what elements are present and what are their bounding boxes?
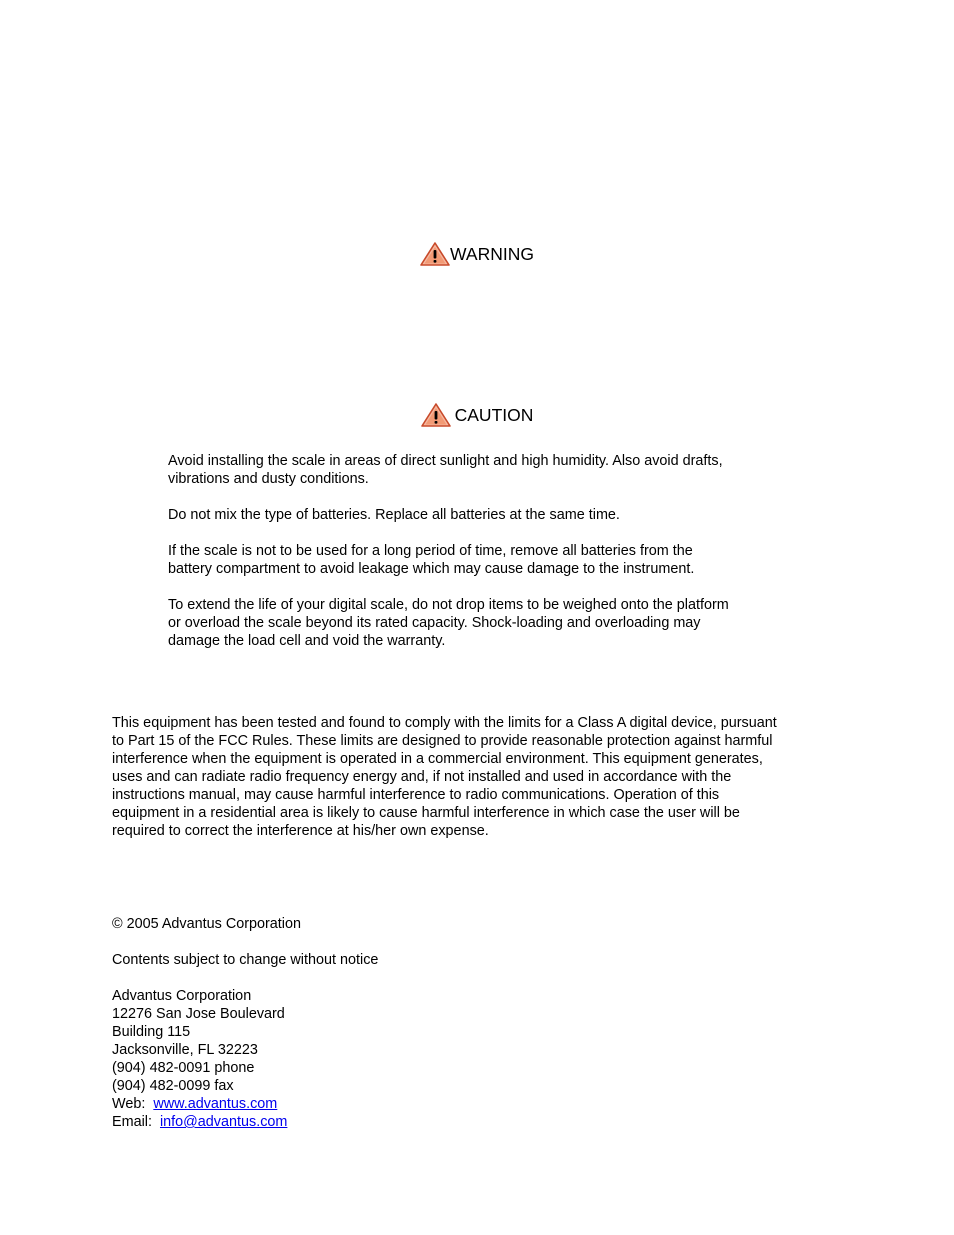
company-name: Advantus Corporation: [112, 988, 252, 1004]
web-line: [112, 1095, 612, 1113]
caution-label: CAUTION: [454, 405, 534, 425]
web-label: Web:: [112, 1096, 146, 1112]
email-link[interactable]: info@advantus.com: [159, 1114, 288, 1130]
caution-paragraph: To extend the life of your digital scale, do not drop items to be weighed onto the platform or overload the scale beyond its rated capacity. Shock-loading and overloading may damage the load cell and void the warranty.: [168, 597, 729, 649]
change-notice: Contents subject to change without notice: [112, 952, 379, 968]
city-state-zip: Jacksonville, FL 32223: [112, 1042, 258, 1058]
street-address: 12276 San Jose Boulevard: [112, 1006, 285, 1022]
phone-number: (904) 482-0091 phone: [112, 1060, 255, 1076]
warning-triangle-icon: [421, 403, 451, 427]
address-block: [112, 987, 612, 1131]
caution-instructions: [168, 452, 808, 668]
building: Building 115: [112, 1024, 191, 1040]
copyright: © 2005 Advantus Corporation: [112, 916, 302, 932]
warning-label: WARNING: [450, 244, 534, 264]
caution-paragraph: Do not mix the type of batteries. Replace all batteries at the same time.: [168, 507, 620, 523]
email-line: [112, 1113, 612, 1131]
caution-paragraph: Avoid installing the scale in areas of direct sunlight and high humidity. Also avoid drafts, vibrations and dusty conditions.: [168, 453, 723, 487]
caution-heading: [0, 403, 954, 427]
caution-paragraph: If the scale is not to be used for a long period of time, remove all batteries from the battery compartment to avoid leakage which may cause damage to the instrument.: [168, 543, 695, 577]
fax-number: (904) 482-0099 fax: [112, 1078, 234, 1094]
email-label: Email:: [112, 1114, 152, 1130]
fcc-statement: This equipment has been tested and found to comply with the limits for a Class A digital device, pursuant to Part 15 of the FCC Rules. These limits are designed to provide reasonable protection against harmful interference when the equipment is operated in a commercial environment. This equipment generates, uses and can radiate radio frequency energy and, if not installed and used in accordance with the instructions manual, may cause harmful interference to radio communications. Operation of this equipment in a residential area is likely to cause harmful interference in which case the user will be required to correct the interference at his/her own expense.: [112, 715, 777, 839]
web-link[interactable]: www.advantus.com: [153, 1096, 278, 1112]
warning-heading: [0, 242, 954, 266]
warning-triangle-icon: [420, 242, 450, 266]
contact-info: [112, 915, 612, 1131]
